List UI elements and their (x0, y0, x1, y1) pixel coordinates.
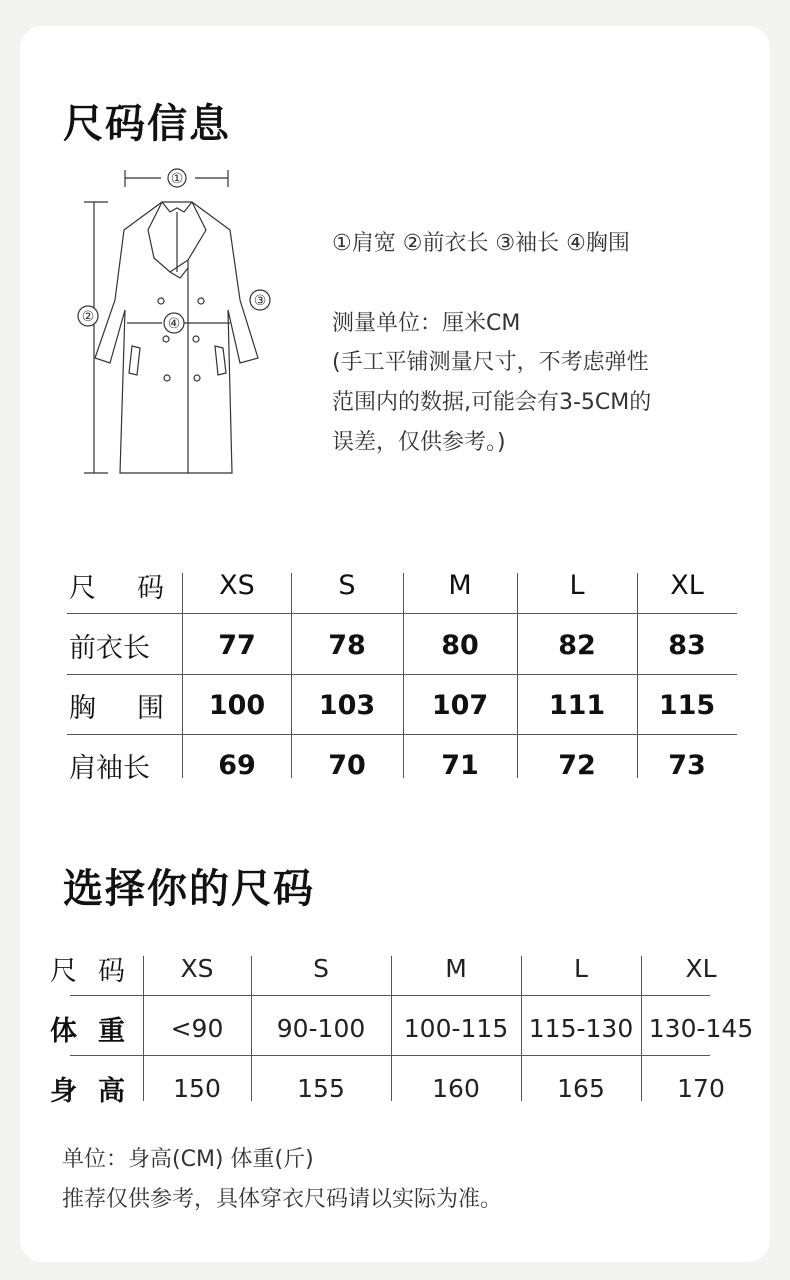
divider (67, 674, 737, 675)
marker-4-label: ④ (167, 316, 181, 332)
row-label-sleeve: 肩袖长 (69, 752, 150, 784)
table-cell: 100-115 (403, 1013, 509, 1043)
coat-diagram (70, 160, 290, 480)
divider (403, 573, 404, 778)
divider (291, 573, 292, 778)
table-cell: 78 (328, 629, 366, 661)
measurement-note-line-3: 误差，仅供参考。) (332, 430, 506, 455)
table-cell: 130-145 (648, 1013, 754, 1043)
size-header-l: L (569, 569, 585, 601)
table-cell: 72 (558, 749, 596, 781)
row-label-height: 身 高 (50, 1075, 125, 1107)
measurement-note-line-1: (手工平铺测量尺寸，不考虑弹性 (332, 350, 649, 375)
footer-unit-note: 单位：身高(CM) 体重(斤) (62, 1147, 314, 1172)
table-cell: 103 (318, 689, 376, 721)
divider (251, 956, 252, 1101)
table-cell: 170 (677, 1073, 725, 1103)
size-header-xl: XL (685, 953, 717, 983)
size-header-m: M (445, 953, 467, 983)
measurement-unit: 测量单位：厘米CM (332, 311, 521, 336)
size-header-s: S (338, 569, 356, 601)
table-cell: 107 (431, 689, 489, 721)
table-cell: 73 (668, 749, 706, 781)
footer-advice-note: 推荐仅供参考，具体穿衣尺码请以实际为准。 (62, 1187, 503, 1212)
marker-1-label: ① (170, 171, 184, 187)
table-cell: 71 (441, 749, 479, 781)
row-label-length: 前衣长 (69, 632, 150, 664)
divider (641, 956, 642, 1101)
table-header-label: 尺 码 (69, 572, 164, 604)
measurement-legend: ①肩宽 ②前衣长 ③袖长 ④胸围 (332, 231, 630, 256)
table-cell: 83 (668, 629, 706, 661)
marker-2-label: ② (81, 309, 95, 325)
table-cell: 115-130 (528, 1013, 634, 1043)
table-cell: <90 (170, 1013, 224, 1043)
table-cell: 165 (557, 1073, 605, 1103)
table-header-label: 尺 码 (50, 955, 125, 987)
section-title-choose-size: 选择你的尺码 (63, 866, 315, 912)
size-header-xs: XS (180, 953, 214, 983)
divider (67, 613, 737, 614)
divider (182, 573, 183, 778)
size-header-xs: XS (219, 569, 255, 601)
size-header-l: L (574, 953, 588, 983)
table-cell: 82 (558, 629, 596, 661)
table-cell: 111 (548, 689, 606, 721)
divider (391, 956, 392, 1101)
table-cell: 150 (173, 1073, 221, 1103)
size-header-m: M (448, 569, 472, 601)
table-cell: 69 (218, 749, 256, 781)
size-header-xl: XL (670, 569, 704, 601)
divider (70, 995, 710, 996)
marker-3-label: ③ (253, 293, 267, 309)
row-label-weight: 体 重 (50, 1015, 125, 1047)
table-cell: 90-100 (276, 1013, 366, 1043)
table-cell: 155 (297, 1073, 345, 1103)
divider (521, 956, 522, 1101)
row-label-chest: 胸 围 (69, 692, 164, 724)
size-header-s: S (313, 953, 329, 983)
divider (637, 573, 638, 778)
table-cell: 115 (658, 689, 716, 721)
divider (517, 573, 518, 778)
divider (67, 734, 737, 735)
divider (143, 956, 144, 1101)
table-cell: 160 (432, 1073, 480, 1103)
table-cell: 77 (218, 629, 256, 661)
table-cell: 70 (328, 749, 366, 781)
divider (70, 1055, 710, 1056)
table-cell: 80 (441, 629, 479, 661)
table-cell: 100 (208, 689, 266, 721)
section-title-size-info: 尺码信息 (63, 101, 231, 147)
measurement-note-line-2: 范围内的数据,可能会有3-5CM的 (332, 390, 652, 415)
